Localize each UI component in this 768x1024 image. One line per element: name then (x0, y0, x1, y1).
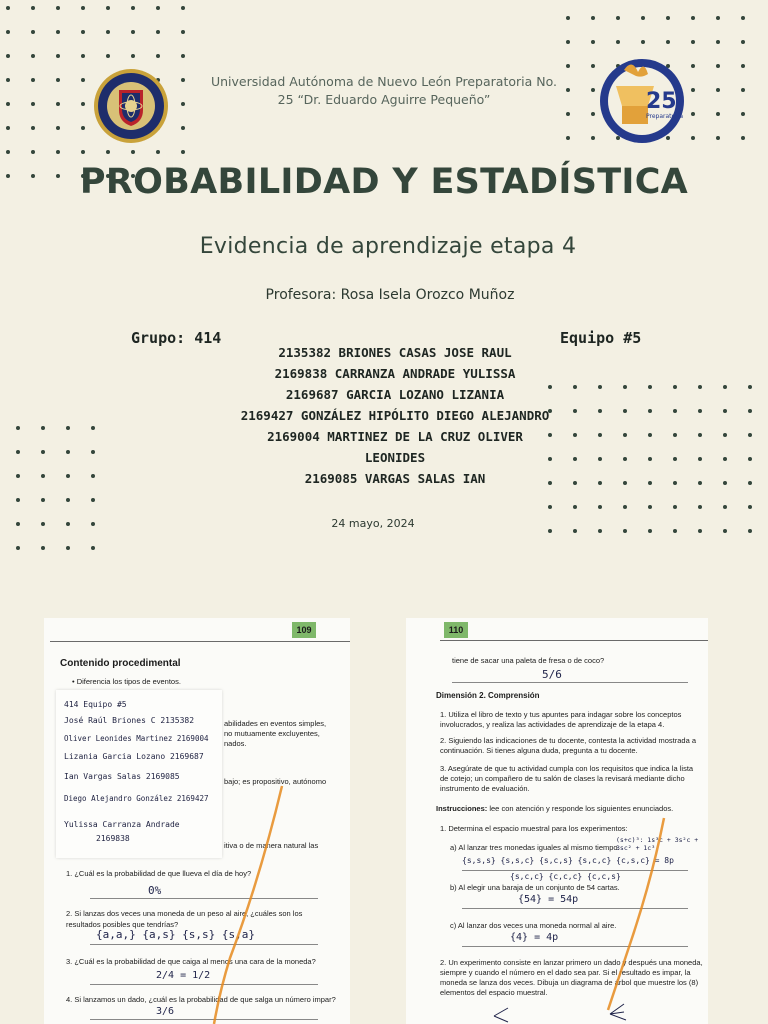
decorative-dot (56, 54, 60, 58)
decorative-dot (698, 505, 702, 509)
body-text: tiene de sacar una paleta de fresa o de coco? (452, 656, 605, 665)
decorative-dot (91, 498, 95, 502)
decorative-dot (641, 40, 645, 44)
decorative-dot (741, 64, 745, 68)
answer-top: 5/6 (542, 668, 562, 681)
decorative-dot (56, 6, 60, 10)
decorative-dot (691, 40, 695, 44)
decorative-dot (131, 54, 135, 58)
card-line: 414 Equipo #5 (64, 700, 127, 709)
decorative-dot (6, 30, 10, 34)
decorative-dot (548, 505, 552, 509)
dimension-heading: Dimensión 2. Comprensión (436, 691, 540, 700)
decorative-dot (591, 88, 595, 92)
answer-1a-cont: {s,c,c} {c,c,c} {c,c,s} (510, 872, 621, 881)
decorative-dot (56, 150, 60, 154)
decorative-dot (566, 64, 570, 68)
decorative-dot (131, 30, 135, 34)
decorative-dot (81, 78, 85, 82)
decorative-dot (91, 546, 95, 550)
decorative-dot (6, 54, 10, 58)
teacher-name: Profesora: Rosa Isela Orozco Muñoz (265, 287, 515, 303)
member-item: 2169085 VARGAS SALAS IAN (304, 471, 486, 486)
card-line: Diego Alejandro González 2169427 (64, 794, 209, 803)
decorative-dot (716, 16, 720, 20)
question-2: 2. Un experimento consiste en lanzar primero un dado y después una moneda, siempre y cuando el número en el dado sea par. Si el resultado es impar, la moneda se lanza dos veces. Dibuja un diagrama de árbol que muestre los (8) elementos del espacio muestral. (440, 958, 703, 997)
question-3: 3. ¿Cuál es la probabilidad de que caiga al menos una cara de la moneda? (66, 957, 316, 966)
decorative-dot (716, 136, 720, 140)
decorative-dot (6, 102, 10, 106)
page-title: PROBABILIDAD Y ESTADÍSTICA (79, 162, 689, 202)
decorative-dot (31, 30, 35, 34)
card-line: José Raúl Briones C 2135382 (64, 716, 195, 725)
decorative-dot (748, 529, 752, 533)
decorative-dot (181, 54, 185, 58)
card-line: Yulissa Carranza Andrade (64, 820, 180, 829)
decorative-dot (56, 126, 60, 130)
decorative-dot (66, 498, 70, 502)
decorative-dot (566, 112, 570, 116)
decorative-dot (56, 30, 60, 34)
decorative-dot (6, 6, 10, 10)
decorative-dot (716, 64, 720, 68)
decorative-dot (716, 40, 720, 44)
date-label: 24 mayo, 2024 (331, 517, 415, 530)
decorative-dot (741, 16, 745, 20)
decorative-dot (741, 136, 745, 140)
answer-4: 3/6 (156, 1006, 175, 1017)
decorative-dot (6, 150, 10, 154)
page-number: 109 (292, 622, 316, 638)
decorative-dot (106, 150, 110, 154)
question-2: 2. Si lanzas dos veces una moneda de un peso al aire, ¿cuáles son los resultados posibles que tendrías? (66, 909, 303, 929)
decorative-dot (156, 150, 160, 154)
decorative-dot (81, 150, 85, 154)
tree-diagram-sketch (406, 618, 708, 1024)
worksheet-photo-right (406, 618, 708, 1024)
question-1b: b) Al elegir una baraja de un conjunto de 54 cartas. (450, 883, 620, 892)
decorative-dot (623, 505, 627, 509)
decorative-dot (566, 136, 570, 140)
decorative-dot (616, 16, 620, 20)
decorative-dot (591, 40, 595, 44)
decorative-dot (716, 112, 720, 116)
question-1: 1. ¿Cuál es la probabilidad de que llueva el día de hoy? (66, 869, 252, 878)
decorative-dot (6, 78, 10, 82)
decorative-dot (641, 16, 645, 20)
decorative-dot (181, 6, 185, 10)
decorative-dot (31, 6, 35, 10)
decorative-dot (573, 505, 577, 509)
decorative-dot (81, 30, 85, 34)
member-item: 2169004 MARTINEZ DE LA CRUZ OLIVER (267, 429, 523, 444)
member-item: 2169838 CARRANZA ANDRADE YULISSA (274, 366, 516, 381)
uanl-logo (93, 68, 169, 144)
card-line: Oliver Leonides Martinez 2169004 (64, 734, 209, 743)
decorative-dot (691, 136, 695, 140)
decorative-dot (181, 30, 185, 34)
decorative-dot (66, 546, 70, 550)
member-item: 2169687 GARCIA LOZANO LIZANIA (285, 387, 505, 402)
decorative-dot (598, 505, 602, 509)
question-1: 1. Determina el espacio muestral para los experimentos: (440, 824, 628, 833)
decorative-dot (723, 505, 727, 509)
decorative-dot (31, 102, 35, 106)
decorative-dot (181, 150, 185, 154)
body-text: no mutuamente excluyentes, (224, 729, 320, 738)
body-text: 1. Utiliza el libro de texto y tus apuntes para indagar sobre los conceptos involucrados, y realiza las actividades de aprendizaje de la etapa 4. (440, 710, 682, 729)
decorative-dot (691, 64, 695, 68)
decorative-dot (691, 16, 695, 20)
decorative-dot (691, 88, 695, 92)
member-item: LEONIDES (364, 450, 426, 465)
answer-2: {a,a,} {a,s} {s,s} {s,a} (96, 928, 255, 941)
decorative-dot (106, 6, 110, 10)
decorative-dot (156, 30, 160, 34)
body-text: itiva o de manera natural las (224, 841, 319, 850)
decorative-dot (616, 40, 620, 44)
decorative-dot (131, 6, 135, 10)
decorative-dot (741, 112, 745, 116)
decorative-dot (748, 505, 752, 509)
decorative-dot (181, 102, 185, 106)
body-text: bajo; es propositivo, autónomo (224, 777, 327, 786)
decorative-dot (691, 112, 695, 116)
decorative-dot (41, 546, 45, 550)
group-label: Grupo: 414 (131, 329, 222, 347)
decorative-dot (56, 102, 60, 106)
decorative-dot (181, 126, 185, 130)
decorative-dot (591, 112, 595, 116)
answer-1c: {4} = 4p (510, 932, 559, 943)
card-line: 2169838 (96, 834, 130, 843)
instructions: Instrucciones: lee con atención y responde los siguientes enunciados. (436, 804, 674, 813)
prepa-logo-number: 25 (646, 89, 677, 114)
decorative-dot (6, 126, 10, 130)
decorative-dot (566, 40, 570, 44)
decorative-dot (741, 88, 745, 92)
decorative-dot (106, 54, 110, 58)
team-names-card (56, 690, 222, 858)
decorative-dot (741, 40, 745, 44)
decorative-dot (131, 150, 135, 154)
decorative-dot (591, 16, 595, 20)
card-line: Ian Vargas Salas 2169085 (64, 772, 180, 781)
decorative-dot (156, 6, 160, 10)
member-list (0, 342, 768, 489)
decorative-dot (181, 78, 185, 82)
decorative-dot (716, 88, 720, 92)
decorative-dot (31, 126, 35, 130)
answer-note: (s+c)³: 1s³c + 3s²c + 3sc² + 1c³ (616, 836, 699, 852)
page-number: 110 (444, 622, 468, 638)
decorative-dot (591, 64, 595, 68)
decorative-dot (648, 505, 652, 509)
body-text: 3. Asegúrate de que tu actividad cumpla con los requisitos que indica la lista de cotejo; un compañero de tu salón de clases la revisará mediante dicho instrumento de evaluación. (440, 764, 694, 793)
decorative-dot (31, 78, 35, 82)
decorative-dot (31, 150, 35, 154)
body-text: abilidades en eventos simples, (224, 719, 327, 728)
question-4: 4. Si lanzamos un dado, ¿cuál es la probabilidad de que salga un número impar? (66, 995, 336, 1004)
decorative-dot (673, 505, 677, 509)
prepa-25-logo (596, 56, 688, 146)
decorative-dot (81, 6, 85, 10)
question-1c: c) Al lanzar dos veces una moneda normal al aire. (450, 921, 617, 930)
decorative-dot (31, 54, 35, 58)
member-item: 2135382 BRIONES CASAS JOSE RAUL (278, 345, 512, 360)
decorative-dot (56, 78, 60, 82)
decorative-dot (566, 16, 570, 20)
body-text: 2. Siguiendo las indicaciones de tu docente, contesta la actividad mostrada a continuación. Si tienes alguna duda, pregunta a tu docente. (440, 736, 696, 755)
decorative-dot (41, 498, 45, 502)
decorative-dot (81, 54, 85, 58)
decorative-dot (591, 136, 595, 140)
decorative-dot (81, 102, 85, 106)
answer-1b: {54} = 54p (518, 894, 579, 905)
decorative-dot (16, 498, 20, 502)
body-text: nados. (224, 739, 247, 748)
decorative-dot (81, 126, 85, 130)
bullet-text: • Diferencia los tipos de eventos. (72, 677, 181, 686)
answer-1a: {s,s,s} {s,s,c} {s,c,s} {s,c,c} {c,s,c} = 8p (462, 856, 674, 865)
page-subtitle: Evidencia de aprendizaje etapa 4 (199, 234, 577, 259)
decorative-dot (106, 30, 110, 34)
card-line: Lizania Garcia Lozano 2169687 (64, 752, 204, 761)
answer-3: 2/4 = 1/2 (156, 970, 211, 981)
section-heading: Contenido procedimental (60, 658, 181, 669)
prepa-logo-caption: Preparatoria (646, 113, 684, 120)
member-item: 2169427 GONZÁLEZ HIPÓLITO DIEGO ALEJANDRO (240, 408, 550, 423)
team-label: Equipo #5 (560, 329, 642, 347)
question-1a: a) Al lanzar tres monedas iguales al mismo tiempo. (450, 843, 620, 852)
decorative-dot (156, 54, 160, 58)
decorative-dot (666, 16, 670, 20)
decorative-dot (16, 546, 20, 550)
decorative-dot (666, 40, 670, 44)
answer-1: 0% (148, 884, 162, 897)
university-name: Universidad Autónoma de Nuevo León Preparatoria No. 25 “Dr. Eduardo Aguirre Pequeño” (210, 74, 558, 107)
